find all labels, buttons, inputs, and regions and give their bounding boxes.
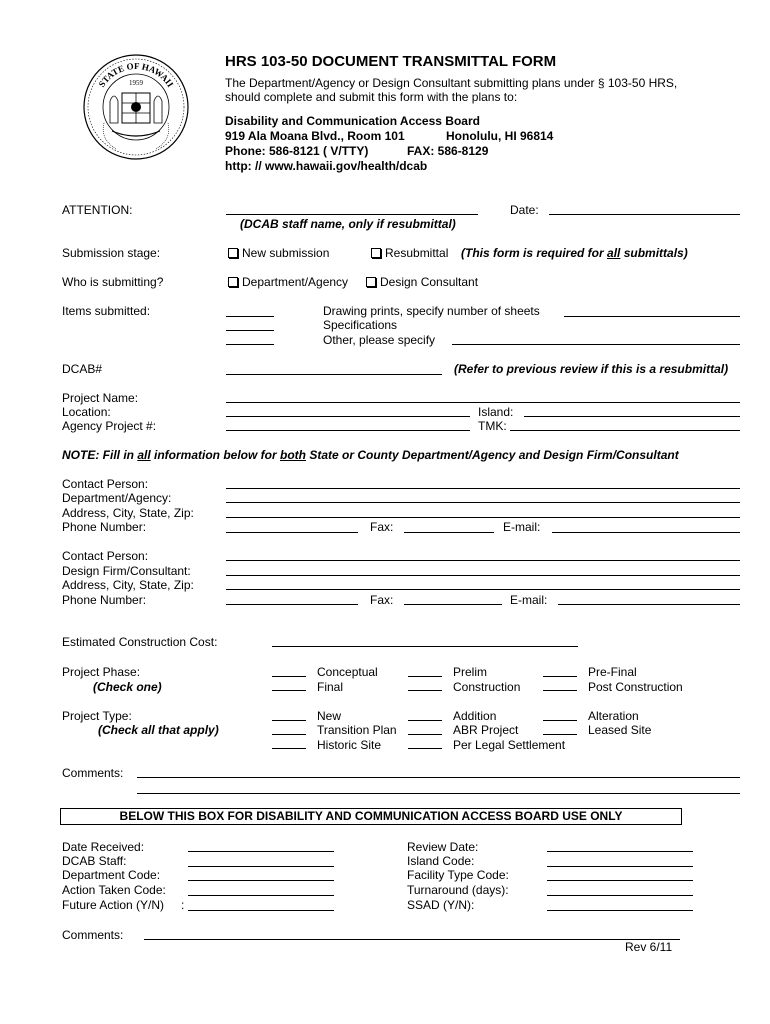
future-action-colon: :: [181, 898, 185, 912]
post-construction-label: Post Construction: [588, 680, 683, 694]
tmk-field[interactable]: [510, 430, 740, 431]
dept-code-label: Department Code:: [62, 868, 161, 882]
phone-number: Phone: 586-8121 ( V/TTY): [225, 144, 369, 158]
contact2-fax-label: Fax:: [370, 593, 394, 607]
construction-label: Construction: [453, 680, 521, 694]
address-street: 919 Ala Moana Blvd., Room 101: [225, 129, 405, 143]
address-city: Honolulu, HI 96814: [446, 129, 554, 143]
drawing-blank[interactable]: [226, 316, 274, 317]
attention-label: ATTENTION:: [62, 203, 133, 217]
island-field[interactable]: [524, 416, 740, 417]
seal-text: STATE OF HAWAII: [96, 60, 176, 89]
type-label: Project Type:: [62, 709, 132, 723]
note-text: NOTE: Fill in all information below for both State or County Department/Agency and Design Firm/Consultant: [62, 448, 679, 462]
legal-settlement-blank[interactable]: [408, 748, 442, 749]
contact2-address-label: Address, City, State, Zip:: [62, 578, 194, 592]
turnaround-label: Turnaround (days):: [407, 883, 509, 897]
phase-label: Project Phase:: [62, 665, 141, 679]
attention-note: (DCAB staff name, only if resubmittal): [240, 217, 456, 231]
contact2-person-field[interactable]: [226, 560, 740, 561]
review-date-label: Review Date:: [407, 840, 479, 854]
contact1-address-label: Address, City, State, Zip:: [62, 506, 194, 520]
prefinal-label: Pre-Final: [588, 665, 637, 679]
design-consultant-option[interactable]: Design Consultant: [366, 275, 478, 289]
contact2-phone-label: Phone Number:: [62, 593, 147, 607]
location-field[interactable]: [226, 416, 470, 417]
seal-year: 1959: [129, 79, 143, 87]
state-of-hawaii-seal: [82, 53, 190, 161]
project-name-field[interactable]: [226, 402, 740, 403]
dcab-staff-label: DCAB Staff:: [62, 854, 127, 868]
other-label: Other, please specify: [323, 333, 436, 347]
facility-code-label: Facility Type Code:: [407, 868, 509, 882]
dcab-field[interactable]: [226, 374, 442, 375]
contact2-org-label: Design Firm/Consultant:: [62, 564, 191, 578]
dcab-note: (Refer to previous review if this is a resubmittal): [454, 362, 729, 376]
future-action-label: Future Action (Y/N): [62, 898, 165, 912]
contact2-person-label: Contact Person:: [62, 549, 149, 563]
conceptual-blank[interactable]: [272, 676, 306, 677]
contact2-phone-field[interactable]: [226, 604, 358, 605]
contact1-address-field[interactable]: [226, 517, 740, 518]
contact2-org-field[interactable]: [226, 575, 740, 576]
drawing-label: Drawing prints, specify number of sheets: [323, 304, 540, 318]
comments-field-line-2[interactable]: [137, 793, 740, 794]
tmk-label: TMK:: [478, 419, 507, 433]
conceptual-label: Conceptual: [317, 665, 378, 679]
specs-blank[interactable]: [226, 330, 274, 331]
construction-blank[interactable]: [408, 690, 442, 691]
new-blank[interactable]: [272, 720, 306, 721]
contact2-address-field[interactable]: [226, 589, 740, 590]
sheets-field[interactable]: [564, 316, 740, 317]
revision-label: Rev 6/11: [625, 940, 673, 954]
prefinal-blank[interactable]: [543, 676, 577, 677]
website: http: // www.hawaii.gov/health/dcab: [225, 159, 428, 173]
cost-field[interactable]: [272, 646, 578, 647]
agency-project-label: Agency Project #:: [62, 419, 157, 433]
island-label: Island:: [478, 405, 514, 419]
action-code-field[interactable]: [188, 895, 334, 896]
legal-settlement-label: Per Legal Settlement: [453, 738, 566, 752]
contact1-org-label: Department/Agency:: [62, 491, 172, 505]
contact1-fax-field[interactable]: [404, 532, 494, 533]
post-construction-blank[interactable]: [543, 690, 577, 691]
contact2-email-label: E-mail:: [510, 593, 548, 607]
date-received-field[interactable]: [188, 851, 334, 852]
date-field[interactable]: [549, 214, 740, 215]
intro-line-2: should complete and submit this form with the plans to:: [225, 90, 518, 104]
checkbox-icon[interactable]: [371, 248, 381, 258]
other-field[interactable]: [452, 344, 740, 345]
office-comments-label: Comments:: [62, 928, 124, 942]
phase-instruction: (Check one): [93, 680, 162, 694]
contact1-org-field[interactable]: [226, 502, 740, 503]
intro-line-1: The Department/Agency or Design Consultant submitting plans under § 103-50 HRS,: [225, 76, 678, 90]
contact1-email-field[interactable]: [552, 532, 740, 533]
other-blank[interactable]: [226, 344, 274, 345]
island-code-label: Island Code:: [407, 854, 475, 868]
contact1-person-label: Contact Person:: [62, 477, 149, 491]
checkbox-icon[interactable]: [228, 277, 238, 287]
addition-label: Addition: [453, 709, 497, 723]
leased-site-label: Leased Site: [588, 723, 652, 737]
type-instruction: (Check all that apply): [98, 723, 219, 737]
contact1-person-field[interactable]: [226, 488, 740, 489]
date-received-label: Date Received:: [62, 840, 145, 854]
who-label: Who is submitting?: [62, 275, 164, 289]
ssad-label: SSAD (Y/N):: [407, 898, 475, 912]
contact1-phone-field[interactable]: [226, 532, 358, 533]
cost-label: Estimated Construction Cost:: [62, 635, 218, 649]
contact2-fax-field[interactable]: [404, 604, 502, 605]
fax-number: FAX: 586-8129: [407, 144, 489, 158]
items-label: Items submitted:: [62, 304, 151, 318]
contact1-fax-label: Fax:: [370, 520, 394, 534]
addition-blank[interactable]: [408, 720, 442, 721]
transition-plan-label: Transition Plan: [317, 723, 397, 737]
comments-field-line-1[interactable]: [137, 777, 740, 778]
turnaround-field[interactable]: [547, 895, 693, 896]
contact1-email-label: E-mail:: [503, 520, 541, 534]
office-comments-field[interactable]: [144, 939, 680, 940]
new-submission-option[interactable]: New submission: [228, 246, 329, 260]
abr-project-label: ABR Project: [453, 723, 519, 737]
dcab-label: DCAB#: [62, 362, 103, 376]
prelim-label: Prelim: [453, 665, 488, 679]
department-agency-option[interactable]: Department/Agency: [228, 275, 348, 289]
resubmittal-option[interactable]: Resubmittal: [371, 246, 448, 260]
checkbox-icon[interactable]: [366, 277, 376, 287]
agency-project-field[interactable]: [226, 430, 470, 431]
alteration-blank[interactable]: [543, 720, 577, 721]
future-action-field[interactable]: [188, 910, 334, 911]
dcab-staff-field[interactable]: [188, 866, 334, 867]
historic-site-blank[interactable]: [272, 748, 306, 749]
final-label: Final: [317, 680, 344, 694]
prelim-blank[interactable]: [408, 676, 442, 677]
attention-field[interactable]: [226, 214, 478, 215]
contact1-phone-label: Phone Number:: [62, 520, 147, 534]
date-label: Date:: [510, 203, 539, 217]
new-label: New: [317, 709, 342, 723]
final-blank[interactable]: [272, 690, 306, 691]
contact2-email-field[interactable]: [558, 604, 740, 605]
facility-code-field[interactable]: [547, 880, 693, 881]
submission-label: Submission stage:: [62, 246, 161, 260]
review-date-field[interactable]: [547, 851, 693, 852]
leased-site-blank[interactable]: [543, 734, 577, 735]
project-name-label: Project Name:: [62, 391, 139, 405]
historic-site-label: Historic Site: [317, 738, 382, 752]
island-code-field[interactable]: [547, 866, 693, 867]
office-use-banner: BELOW THIS BOX FOR DISABILITY AND COMMUNICATION ACCESS BOARD USE ONLY: [60, 808, 682, 825]
org-name: Disability and Communication Access Board: [225, 114, 480, 128]
location-label: Location:: [62, 405, 111, 419]
specs-label: Specifications: [323, 318, 398, 332]
alteration-label: Alteration: [588, 709, 639, 723]
dept-code-field[interactable]: [188, 880, 334, 881]
transition-plan-blank[interactable]: [272, 734, 306, 735]
abr-project-blank[interactable]: [408, 734, 442, 735]
ssad-field[interactable]: [547, 910, 693, 911]
comments-label: Comments:: [62, 766, 124, 780]
action-code-label: Action Taken Code:: [62, 883, 166, 897]
checkbox-icon[interactable]: [228, 248, 238, 258]
submission-note: (This form is required for all submittals): [461, 246, 688, 260]
form-title: HRS 103-50 DOCUMENT TRANSMITTAL FORM: [225, 53, 557, 70]
